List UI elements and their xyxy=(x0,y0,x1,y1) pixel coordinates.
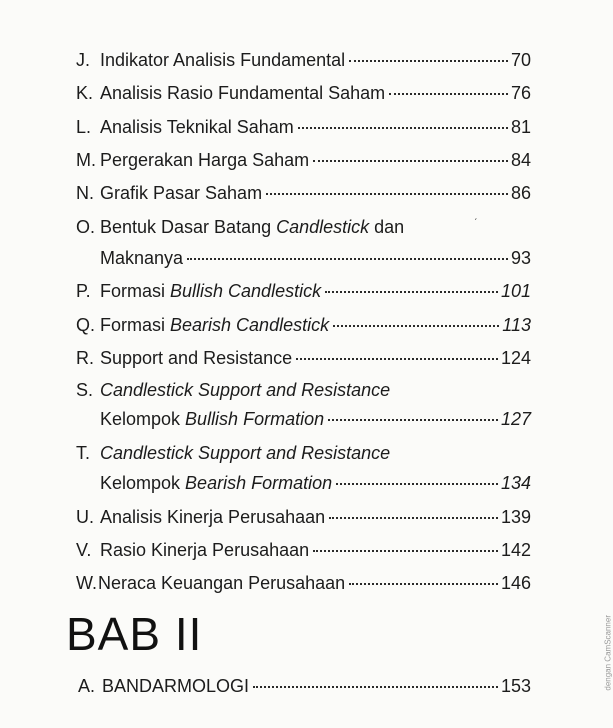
entry-page: 81 xyxy=(510,117,531,137)
toc-entry-t[interactable] xyxy=(76,441,531,465)
scanner-watermark: dengan CamScanner xyxy=(604,615,613,691)
dot-leader xyxy=(349,583,498,585)
scan-mark: ˊ xyxy=(474,218,478,229)
entry-letter: K. xyxy=(76,83,94,103)
entry-title: Grafik Pasar Saham xyxy=(100,183,263,203)
entry-page: 134 xyxy=(500,473,531,493)
toc-entry-q[interactable] xyxy=(76,313,531,337)
entry-letter: R. xyxy=(76,348,94,368)
dot-leader xyxy=(325,291,498,293)
toc-entry-n[interactable] xyxy=(76,181,531,205)
entry-title: Neraca Keuangan Perusahaan xyxy=(98,573,346,593)
toc-entry-p[interactable] xyxy=(76,279,531,303)
toc-entry-o-cont[interactable] xyxy=(100,246,531,270)
entry-letter: J. xyxy=(76,50,91,70)
entry-page: 127 xyxy=(500,409,531,429)
entry-page: 70 xyxy=(510,50,531,70)
dot-leader xyxy=(349,60,508,62)
entry-title-cont: Kelompok Bearish Formation xyxy=(100,473,333,493)
toc-entry-v[interactable] xyxy=(76,538,531,562)
toc-entry-j[interactable] xyxy=(76,48,531,72)
dot-leader xyxy=(253,686,498,688)
toc-entry-w[interactable] xyxy=(76,571,531,595)
entry-title: Rasio Kinerja Perusahaan xyxy=(100,540,310,560)
entry-page: 86 xyxy=(510,183,531,203)
toc-entry-m[interactable] xyxy=(76,148,531,172)
dot-leader xyxy=(336,483,498,485)
toc-entry-s[interactable] xyxy=(76,378,531,402)
entry-letter: V. xyxy=(76,540,92,560)
entry-page: 113 xyxy=(502,315,531,335)
toc-entry-o[interactable] xyxy=(76,215,531,239)
entry-title-cont: Maknanya xyxy=(100,248,184,268)
toc-entry-l[interactable] xyxy=(76,115,531,139)
toc-entry-k[interactable] xyxy=(76,81,531,105)
dot-leader xyxy=(328,419,498,421)
entry-letter: Q. xyxy=(76,315,96,335)
dot-leader xyxy=(298,127,508,129)
entry-letter: L. xyxy=(76,117,92,137)
entry-page: 153 xyxy=(500,676,531,696)
entry-title: Pergerakan Harga Saham xyxy=(100,150,310,170)
entry-page: 146 xyxy=(500,573,531,593)
entry-title: Analisis Kinerja Perusahaan xyxy=(100,507,326,527)
dot-leader xyxy=(389,93,508,95)
chapter-heading: BAB II xyxy=(66,608,203,660)
entry-title: Analisis Rasio Fundamental Saham xyxy=(100,83,386,103)
entry-page: 84 xyxy=(510,150,531,170)
dot-leader xyxy=(187,258,508,260)
toc-entry-a[interactable] xyxy=(78,674,531,698)
entry-page: 93 xyxy=(510,248,531,268)
entry-title: Analisis Teknikal Saham xyxy=(100,117,294,137)
entry-letter: N. xyxy=(76,183,94,203)
toc-entry-s-cont[interactable] xyxy=(100,407,531,431)
dot-leader xyxy=(329,517,498,519)
dot-leader xyxy=(333,325,499,327)
entry-title: Formasi Bearish Candlestick xyxy=(100,315,330,335)
entry-letter: W. xyxy=(76,573,97,593)
entry-title: Formasi Bullish Candlestick xyxy=(100,281,322,301)
entry-page: 139 xyxy=(500,507,531,527)
entry-title: Bentuk Dasar Batang Candlestick dan xyxy=(100,217,405,237)
entry-letter: U. xyxy=(76,507,94,527)
dot-leader xyxy=(296,358,498,360)
entry-title: BANDARMOLOGI xyxy=(102,676,250,696)
entry-letter: O. xyxy=(76,217,96,237)
entry-title: Candlestick Support and Resistance xyxy=(100,443,391,463)
entry-letter: S. xyxy=(76,380,94,400)
toc-entry-r[interactable] xyxy=(76,346,531,370)
entry-letter: M. xyxy=(76,150,96,170)
entry-letter: P. xyxy=(76,281,91,301)
entry-page: 76 xyxy=(510,83,531,103)
entry-page: 101 xyxy=(500,281,531,301)
toc-entry-u[interactable] xyxy=(76,505,531,529)
entry-title-cont: Kelompok Bullish Formation xyxy=(100,409,325,429)
toc-entry-t-cont[interactable] xyxy=(100,471,531,495)
dot-leader xyxy=(313,550,498,552)
dot-leader xyxy=(313,160,508,162)
entry-title: Indikator Analisis Fundamental xyxy=(100,50,346,70)
entry-title: Candlestick Support and Resistance xyxy=(100,380,391,400)
entry-page: 142 xyxy=(500,540,531,560)
dot-leader xyxy=(266,193,508,195)
entry-letter: T. xyxy=(76,443,91,463)
entry-letter: A. xyxy=(78,676,96,696)
entry-page: 124 xyxy=(500,348,531,368)
entry-title: Support and Resistance xyxy=(100,348,293,368)
